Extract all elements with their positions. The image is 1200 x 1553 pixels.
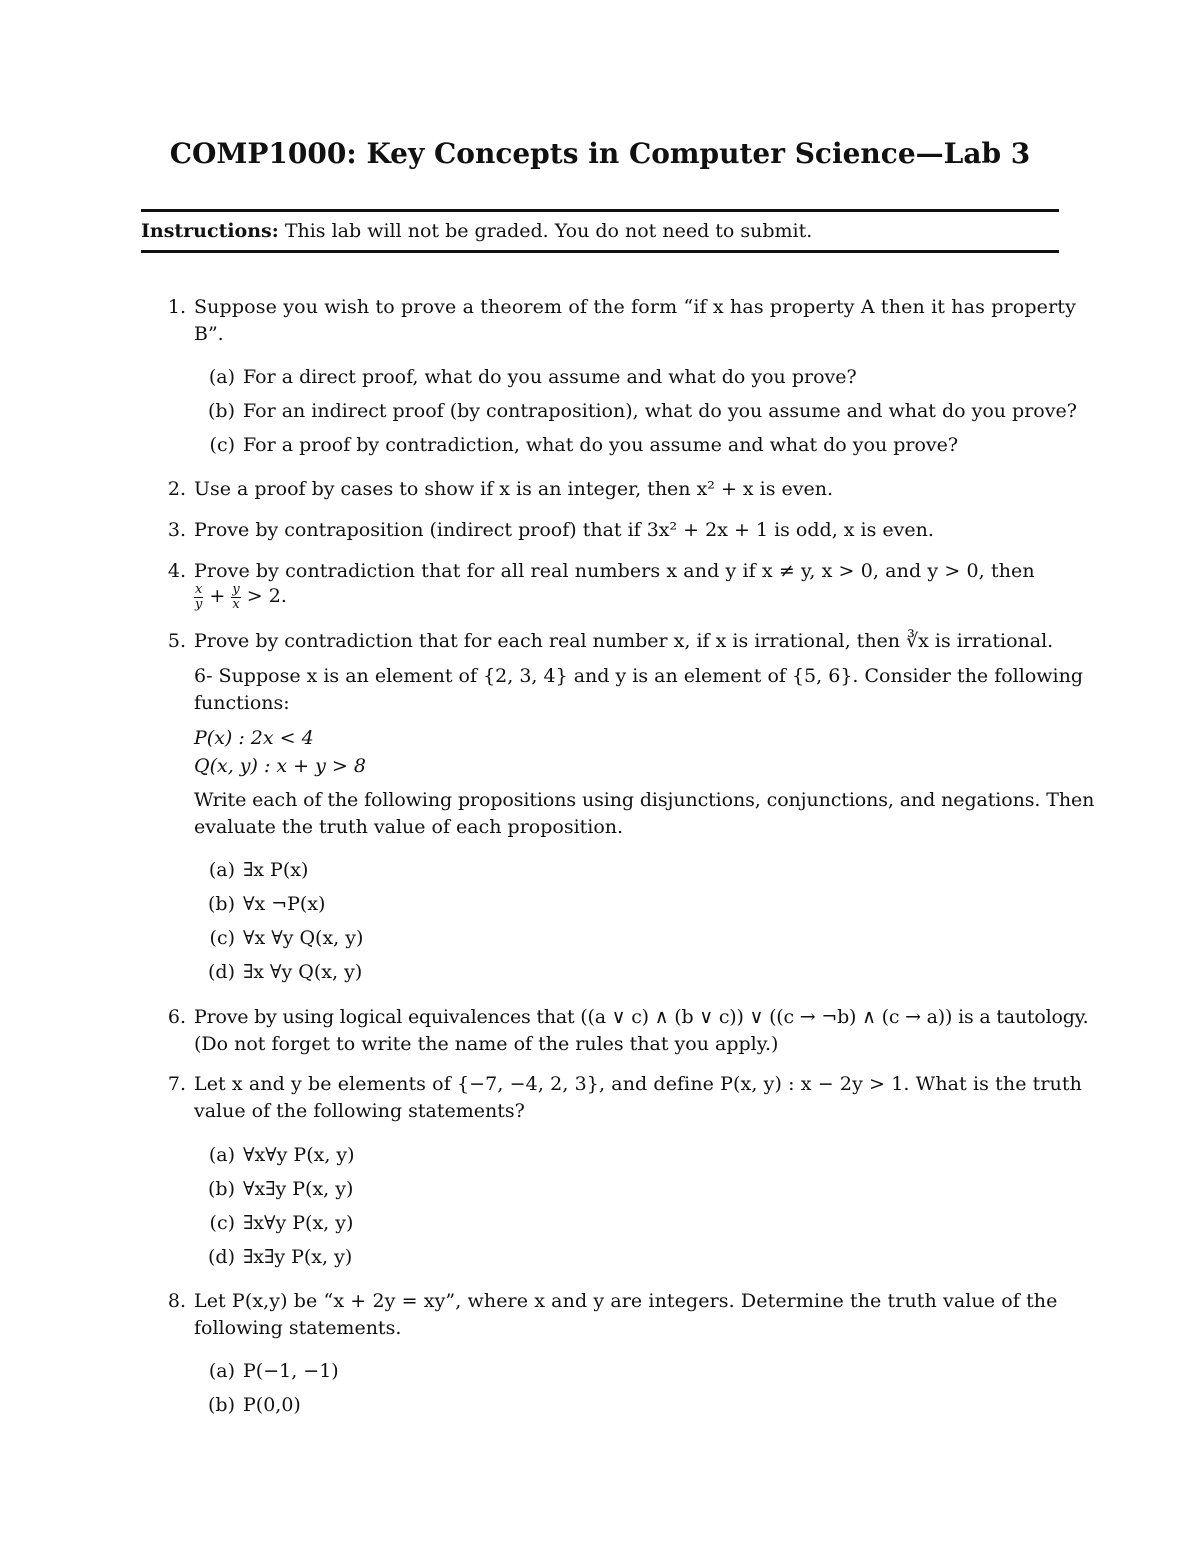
- question-8-number: 8.: [167, 1290, 186, 1312]
- question-8a-label: (a): [208, 1360, 235, 1382]
- question-6b-line-1: Prove by using logical equivalences that ((a ∨ c) ∧ (b ∨ c)) ∨ ((c → ¬b) ∧ (c → a)) is a tautology.: [194, 1006, 1089, 1028]
- question-6a-part-a-text: ∃x P(x): [243, 859, 309, 881]
- question-7c-text: ∃x∀y P(x, y): [243, 1212, 354, 1234]
- question-6a-part-a-label: (a): [208, 859, 235, 881]
- bottom-rule: [141, 250, 1059, 253]
- question-4-number: 4.: [167, 560, 186, 582]
- question-6a-line-3: Write each of the following propositions using disjunctions, conjunctions, and negations. Then: [194, 789, 1095, 811]
- question-6a-part-c-label: (c): [209, 927, 235, 949]
- question-1c-text: For a proof by contradiction, what do you assume and what do you prove?: [243, 434, 959, 456]
- top-rule: [141, 209, 1059, 212]
- question-7a-text: ∀x∀y P(x, y): [243, 1144, 355, 1166]
- question-8-line-1: Let P(x,y) be “x + 2y = xy”, where x and y are integers. Determine the truth value of the: [194, 1290, 1058, 1312]
- question-7b-text: ∀x∃y P(x, y): [243, 1178, 354, 1200]
- inequality-tail: > 2.: [246, 585, 287, 608]
- question-3-text: Prove by contraposition (indirect proof) that if 3x² + 2x + 1 is odd, x is even.: [194, 519, 934, 541]
- question-7a-label: (a): [208, 1144, 235, 1166]
- question-1-number: 1.: [167, 296, 186, 318]
- question-5-text: Prove by contradiction that for each real number x, if x is irrational, then ∛x is irrational.: [194, 630, 1054, 652]
- question-6a-part-d-text: ∃x ∀y Q(x, y): [243, 961, 363, 983]
- question-1b-text: For an indirect proof (by contraposition), what do you assume and what do you prove?: [243, 400, 1077, 422]
- question-6b-number: 6.: [167, 1006, 186, 1028]
- question-1-line-1: Suppose you wish to prove a theorem of the form “if x has property A then it has property: [194, 296, 1076, 318]
- instructions: [141, 222, 812, 241]
- question-1b-label: (b): [208, 400, 235, 422]
- question-8a-text: P(−1, −1): [243, 1360, 339, 1382]
- question-7-number: 7.: [167, 1073, 186, 1095]
- plus-sign: +: [209, 585, 226, 608]
- question-7c-label: (c): [209, 1212, 235, 1234]
- instructions-text: This lab will not be graded. You do not need to submit.: [284, 220, 813, 242]
- instructions-label: Instructions:: [141, 220, 279, 242]
- function-q-definition: Q(x, y) : x + y > 8: [194, 755, 366, 777]
- question-8-line-2: following statements.: [194, 1317, 402, 1339]
- question-6a-line-4: evaluate the truth value of each proposition.: [194, 816, 624, 838]
- question-7d-label: (d): [208, 1246, 235, 1268]
- page-title: COMP1000: Key Concepts in Computer Science—Lab 3: [169, 137, 1031, 170]
- question-4-line-2: [194, 583, 287, 611]
- question-1c-label: (c): [209, 434, 235, 456]
- question-8b-text: P(0,0): [243, 1394, 301, 1416]
- question-6a-part-c-text: ∀x ∀y Q(x, y): [243, 927, 364, 949]
- question-1a-label: (a): [208, 366, 235, 388]
- question-3-number: 3.: [167, 519, 186, 541]
- function-p-definition: P(x) : 2x < 4: [194, 727, 314, 749]
- question-6a-part-b-text: ∀x ¬P(x): [243, 893, 326, 915]
- question-2-text: Use a proof by cases to show if x is an integer, then x² + x is even.: [194, 478, 834, 500]
- question-2-number: 2.: [167, 478, 186, 500]
- question-6a-line-1: 6- Suppose x is an element of {2, 3, 4} and y is an element of {5, 6}. Consider the following: [194, 665, 1084, 687]
- question-6b-line-2: (Do not forget to write the name of the rules that you apply.): [194, 1033, 779, 1055]
- question-1a-text: For a direct proof, what do you assume and what do you prove?: [243, 366, 857, 388]
- fraction-y-over-x: $\frac{y}{x}$: [232, 582, 240, 612]
- question-4-line-1: Prove by contradiction that for all real numbers x and y if x ≠ y, x > 0, and y > 0, then: [194, 560, 1035, 582]
- question-6a-line-2: functions:: [194, 692, 290, 714]
- question-6a-part-b-label: (b): [208, 893, 235, 915]
- question-5-number: 5.: [167, 630, 186, 652]
- question-7d-text: ∃x∃y P(x, y): [243, 1246, 353, 1268]
- question-7-line-2: value of the following statements?: [194, 1100, 525, 1122]
- question-7b-label: (b): [208, 1178, 235, 1200]
- question-6a-part-d-label: (d): [208, 961, 235, 983]
- fraction-x-over-y: $\frac{x}{y}$: [195, 582, 203, 612]
- question-1-line-2: B”.: [194, 323, 224, 345]
- question-8b-label: (b): [208, 1394, 235, 1416]
- question-7-line-1: Let x and y be elements of {−7, −4, 2, 3}, and define P(x, y) : x − 2y > 1. What is the truth: [194, 1073, 1083, 1095]
